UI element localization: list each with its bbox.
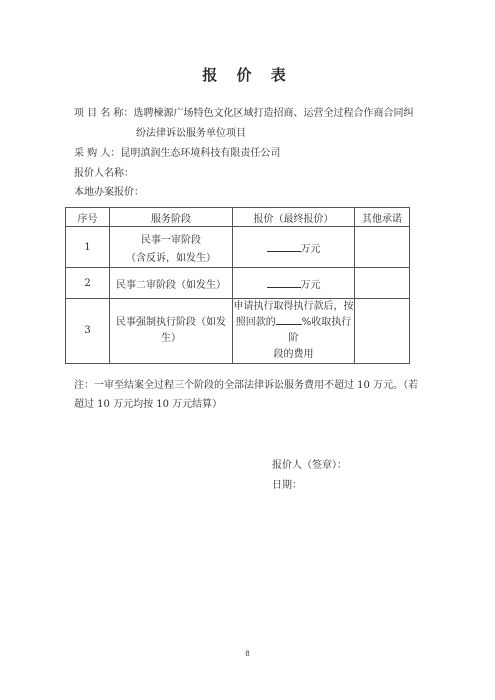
row-price: [233, 268, 355, 299]
row-no: 2: [66, 268, 110, 299]
row-price-line2: [233, 315, 354, 347]
purchaser-label: 采 购 人：: [74, 148, 121, 159]
row-price: [233, 227, 355, 268]
table-header-row: [66, 208, 410, 227]
header-stage: 服务阶段: [110, 208, 233, 227]
row-no: 3: [66, 299, 110, 364]
row-price-line3: 段的费用: [273, 349, 314, 360]
quoter-name-label: 报价人名称：: [74, 168, 134, 179]
row-price: [233, 299, 355, 364]
price-unit: 万元: [300, 279, 321, 291]
table-row: [66, 268, 410, 299]
note-text: 注：一审至结案全过程三个阶段的全部法律诉讼服务费用不超过 10 万元。（若超过 10 万元均按 10 万元结算）: [74, 380, 419, 410]
row-stage-line1: 民事一审阶段: [141, 234, 201, 246]
row-price-line2-pre: 照回款的: [235, 317, 276, 328]
date-label: 日期：: [272, 480, 302, 491]
row-stage: [110, 227, 233, 268]
project-name-line: [74, 107, 414, 121]
local-price-label: 本地办案报价：: [74, 187, 144, 198]
quote-table: [65, 207, 410, 364]
row-stage: 民事强制执行阶段（如发生）: [110, 299, 233, 364]
row-price-line2-post: %收取执行阶: [288, 317, 352, 344]
project-name-label: 项 目 名 称：: [74, 108, 134, 119]
page-number: 8: [245, 650, 250, 658]
document-title: 报 价 表: [202, 66, 293, 84]
purchaser-value: 昆明滇润生态环境科技有限责任公司: [120, 148, 281, 159]
row-other: [355, 299, 410, 364]
price-blank-field[interactable]: [267, 278, 301, 288]
row-stage-line2: （含反诉，如发生）: [126, 252, 216, 264]
percent-blank-field[interactable]: [276, 315, 302, 325]
row-other: [355, 268, 410, 299]
purchaser-line: [74, 147, 280, 161]
row-price-line1: 申请执行取得执行款后，按: [233, 301, 354, 312]
price-blank-field[interactable]: [267, 242, 301, 252]
row-other: [355, 227, 410, 268]
header-no: 序号: [66, 208, 110, 227]
table-row: [66, 227, 410, 268]
project-name-value-line2: 纷法律诉讼服务单位项目: [136, 128, 246, 139]
signer-label: 报价人（签章）：: [272, 460, 347, 471]
project-name-value-line1: 选聘楝源广场特色文化区域打造招商、运营全过程合作商合同纠: [133, 108, 414, 119]
row-no: 1: [66, 227, 110, 268]
header-other: 其他承诺: [355, 208, 410, 227]
header-price: 报价（最终报价）: [233, 208, 355, 227]
table-row: [66, 299, 410, 364]
price-unit: 万元: [300, 243, 321, 255]
row-stage: 民事二审阶段（如发生）: [110, 268, 233, 299]
